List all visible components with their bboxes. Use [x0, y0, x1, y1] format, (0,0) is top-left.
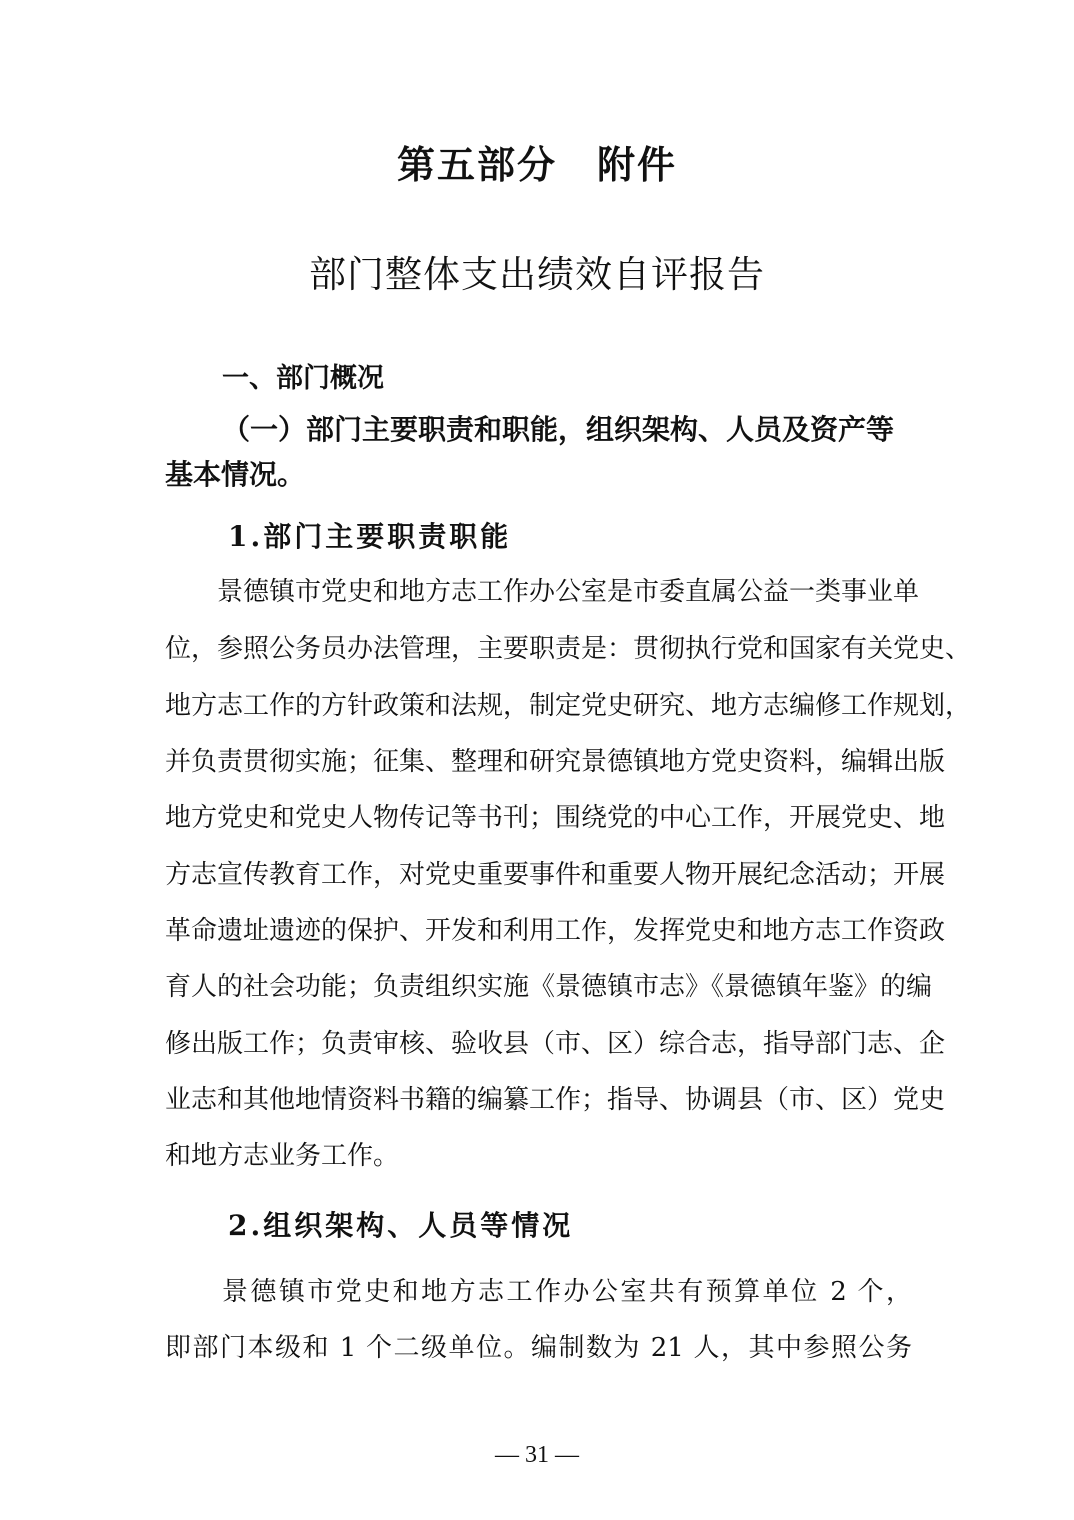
paragraph-line: 并负责贯彻实施；征集、整理和研究景德镇地方党史资料，编辑出版 — [165, 747, 946, 777]
page-number: — 31 — — [495, 1442, 579, 1468]
paragraph-line: 革命遗址遗迹的保护、开发和利用工作，发挥党史和地方志工作资政 — [165, 916, 946, 946]
paragraph-line: 育人的社会功能；负责组织实施《景德镇市志》《景德镇年鉴》的编 — [165, 972, 933, 1002]
paragraph-line: 景德镇市党史和地方志工作办公室是市委直属公益一类事业单 — [165, 577, 920, 607]
paragraph-line: 即部门本级和 1 个二级单位。编制数为 21 人，其中参照公务 — [165, 1333, 912, 1363]
paragraph-line: 和地方志业务工作。 — [165, 1141, 400, 1171]
paragraph-line: 景德镇市党史和地方志工作办公室共有预算单位 2 个， — [165, 1277, 912, 1307]
paragraph-line: 业志和其他地情资料书籍的编纂工作；指导、协调县（市、区）党史 — [165, 1085, 946, 1115]
item-heading-2: 2.组织架构、人员等情况 — [228, 1209, 574, 1242]
paragraph-line: 方志宣传教育工作，对党史重要事件和重要人物开展纪念活动；开展 — [165, 860, 946, 890]
item-heading-1: 1.部门主要职责职能 — [228, 520, 512, 553]
report-subtitle: 部门整体支出绩效自评报告 — [309, 253, 765, 296]
subsection-heading: （一）部门主要职责和职能，组织架构、人员及资产等 — [222, 413, 895, 446]
paragraph-line: 修出版工作；负责审核、验收县（市、区）综合志，指导部门志、企 — [165, 1029, 946, 1059]
paragraph-line: 位，参照公务员办法管理，主要职责是：贯彻执行党和国家有关党史、 — [165, 634, 972, 664]
paragraph-line: 地方党史和党史人物传记等书刊；围绕党的中心工作，开展党史、地 — [165, 803, 946, 833]
subsection-heading-cont: 基本情况。 — [165, 458, 306, 491]
paragraph-line: 地方志工作的方针政策和法规，制定党史研究、地方志编修工作规划， — [165, 691, 972, 721]
section-heading: 一、部门概况 — [222, 363, 384, 394]
page-title: 第五部分 附件 — [396, 143, 677, 187]
